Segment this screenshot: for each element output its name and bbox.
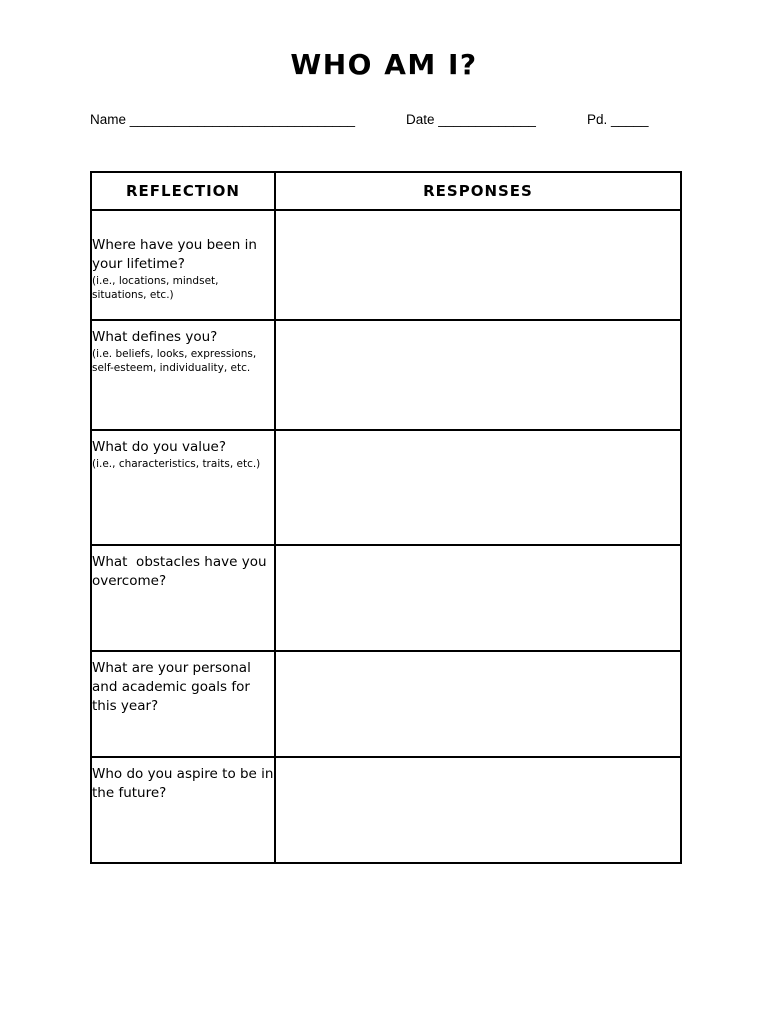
response-cell[interactable] — [275, 757, 681, 863]
name-field[interactable]: Name ______________________________ — [90, 112, 356, 127]
question-text: Where have you been in your lifetime? — [92, 237, 257, 272]
question-hint: (i.e., characteristics, traits, etc.) — [92, 458, 261, 470]
date-field[interactable]: Date _____________ — [406, 112, 536, 127]
reflection-cell — [91, 320, 275, 430]
reflection-table — [90, 171, 682, 864]
question-hint: (i.e., locations, mindset, situations, etc.) — [92, 275, 219, 301]
column-header-responses: RESPONSES — [275, 172, 681, 210]
table-header-row — [91, 172, 681, 210]
table-row — [91, 545, 681, 651]
question-text: What obstacles have you overcome? — [92, 554, 271, 589]
column-header-reflection: REFLECTION — [91, 172, 275, 210]
period-field[interactable]: Pd. _____ — [587, 112, 649, 127]
question-text: What do you value? — [92, 439, 227, 455]
table-row — [91, 320, 681, 430]
table-row — [91, 757, 681, 863]
reflection-cell — [91, 430, 275, 545]
reflection-cell — [91, 651, 275, 757]
page-title: WHO AM I? — [290, 48, 478, 81]
reflection-cell — [91, 757, 275, 863]
header-fields — [0, 112, 768, 132]
response-cell[interactable] — [275, 430, 681, 545]
question-text: What defines you? — [92, 329, 218, 345]
table-row — [91, 210, 681, 320]
reflection-cell — [91, 210, 275, 320]
response-cell[interactable] — [275, 545, 681, 651]
table-row — [91, 651, 681, 757]
reflection-cell — [91, 545, 275, 651]
response-cell[interactable] — [275, 651, 681, 757]
question-text: What are your personal and academic goals for this year? — [92, 660, 251, 714]
question-text: Who do you aspire to be in the future? — [92, 766, 274, 801]
question-hint: (i.e. beliefs, looks, expressions, self-esteem, individuality, etc. — [92, 348, 257, 374]
response-cell[interactable] — [275, 320, 681, 430]
response-cell[interactable] — [275, 210, 681, 320]
table-row — [91, 430, 681, 545]
